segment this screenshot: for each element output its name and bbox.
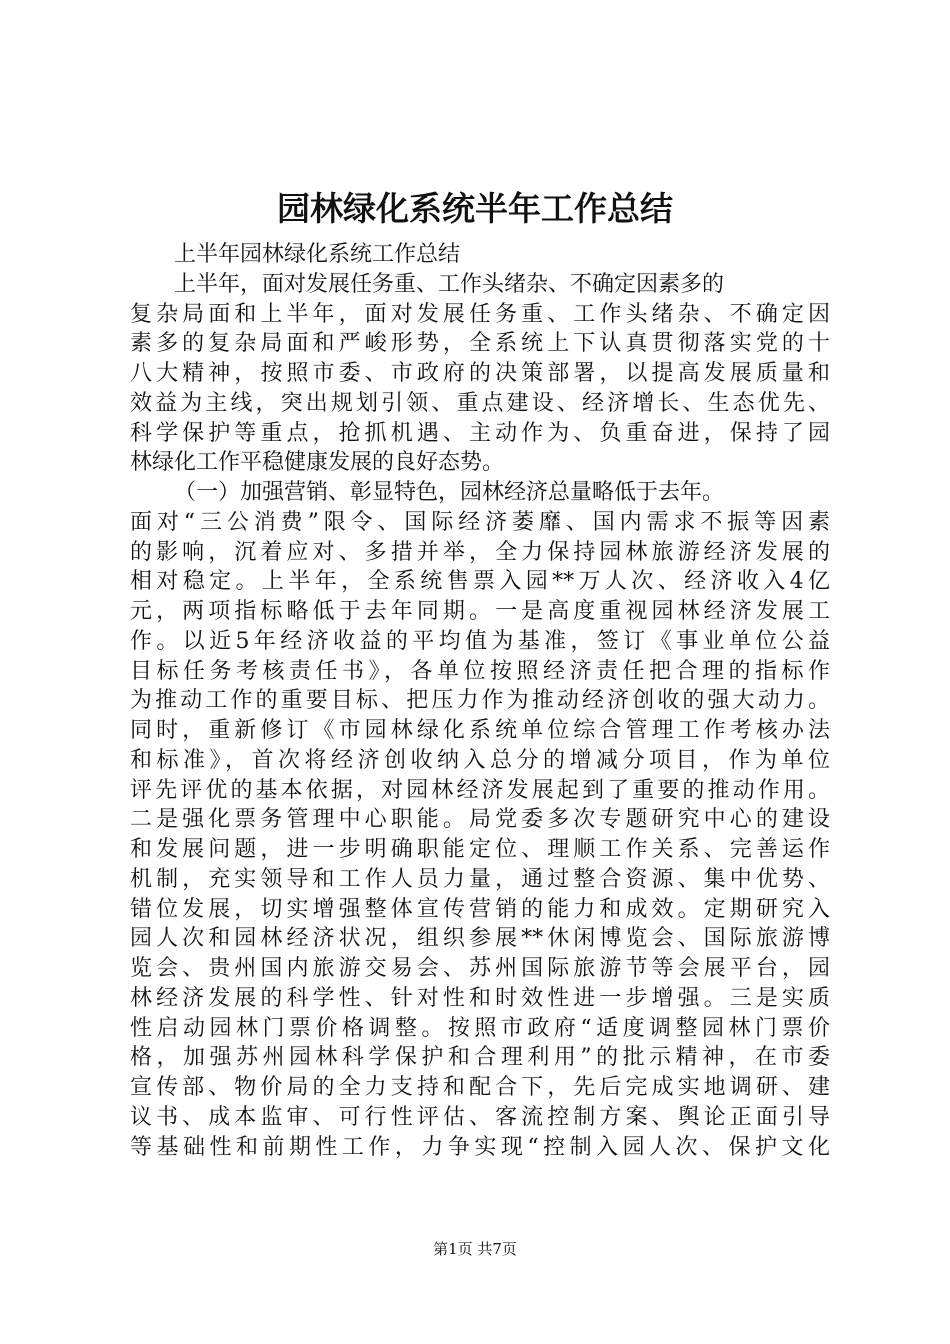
paragraph-line: （一）加强营销、彰显特色，园林经济总量略低于去年。 (174, 480, 725, 505)
paragraph-line: 林经济发展的科学性、针对性和时效性进一步增强。三是实质 (130, 985, 830, 1011)
document-subtitle: 上半年园林绿化系统工作总结 (174, 242, 461, 267)
paragraph-line: 素多的复杂局面和严峻形势，全系统上下认真贯彻落实党的十 (130, 331, 830, 357)
paragraph-line: 上半年，面对发展任务重、工作头绪杂、不确定因素多的 (174, 271, 725, 297)
paragraph-line: 等基础性和前期性工作，力争实现“控制入园人次、保护文化 (130, 1134, 830, 1160)
paragraph-line: 同时，重新修订《市园林绿化系统单位综合管理工作考核办法 (130, 718, 830, 743)
paragraph-line: 宣传部、物价局的全力支持和配合下，先后完成实地调研、建 (130, 1075, 830, 1100)
paragraph-line: 作。以近5年经济收益的平均值为基准，签订《事业单位公益 (130, 628, 830, 654)
paragraph-line: 格，加强苏州园林科学保护和合理利用”的批示精神，在市委 (130, 1045, 830, 1071)
paragraph-line: 性启动园林门票价格调整。按照市政府“适度调整园林门票价 (130, 1015, 830, 1041)
paragraph-line: 复杂局面和上半年，面对发展任务重、工作头绪杂、不确定因 (130, 301, 830, 327)
paragraph-line: 机制，充实领导和工作人员力量，通过整合资源、集中优势、 (130, 866, 830, 892)
paragraph-line: 议书、成本监审、可行性评估、客流控制方案、舆论正面引导 (130, 1104, 830, 1130)
document-body (130, 240, 830, 1162)
paragraph-line: 览会、贵州国内旅游交易会、苏州国际旅游节等会展平台，园 (130, 956, 830, 981)
paragraph-line: 和发展问题，进一步明确职能定位、理顺工作关系、完善运作 (130, 837, 830, 862)
document-title: 园林绿化系统半年工作总结 (277, 189, 673, 228)
paragraph-line: 错位发展，切实增强整体宣传营销的能力和成效。定期研究入 (130, 896, 830, 922)
page-number: 第1页 共7页 (433, 1240, 517, 1258)
paragraph-line: 的影响，沉着应对、多措并举，全力保持园林旅游经济发展的 (130, 539, 830, 565)
paragraph-2 (130, 478, 830, 1162)
paragraph-line: 园人次和园林经济状况，组织参展**休闲博览会、国际旅游博 (130, 926, 830, 952)
paragraph-1 (130, 270, 830, 478)
paragraph-line: 科学保护等重点，抢抓机遇、主动作为、负重奋进，保持了园 (130, 420, 830, 446)
paragraph-line: 为推动工作的重要目标、把压力作为推动经济创收的强大动力。 (130, 688, 830, 714)
paragraph-line: 二是强化票务管理中心职能。局党委多次专题研究中心的建设 (130, 807, 830, 833)
paragraph-line: 评先评优的基本依据，对园林经济发展起到了重要的推动作用。 (130, 777, 830, 803)
paragraph-line: 面对“三公消费”限令、国际经济萎靡、国内需求不振等因素 (130, 509, 830, 535)
paragraph-line: 和标准》，首次将经济创收纳入总分的增减分项目，作为单位 (130, 747, 830, 773)
paragraph-line: 元，两项指标略低于去年同期。一是高度重视园林经济发展工 (130, 599, 830, 624)
paragraph-line: 效益为主线，突出规划引领、重点建设、经济增长、生态优先、 (130, 390, 830, 416)
paragraph-line: 目标任务考核责任书》，各单位按照经济责任把合理的指标作 (130, 658, 830, 684)
paragraph-line: 相对稳定。上半年，全系统售票入园**万人次、经济收入4亿 (130, 569, 830, 595)
paragraph-line: 八大精神，按照市委、市政府的决策部署，以提高发展质量和 (130, 361, 830, 386)
paragraph-line: 林绿化工作平稳健康发展的良好态势。 (130, 450, 505, 476)
